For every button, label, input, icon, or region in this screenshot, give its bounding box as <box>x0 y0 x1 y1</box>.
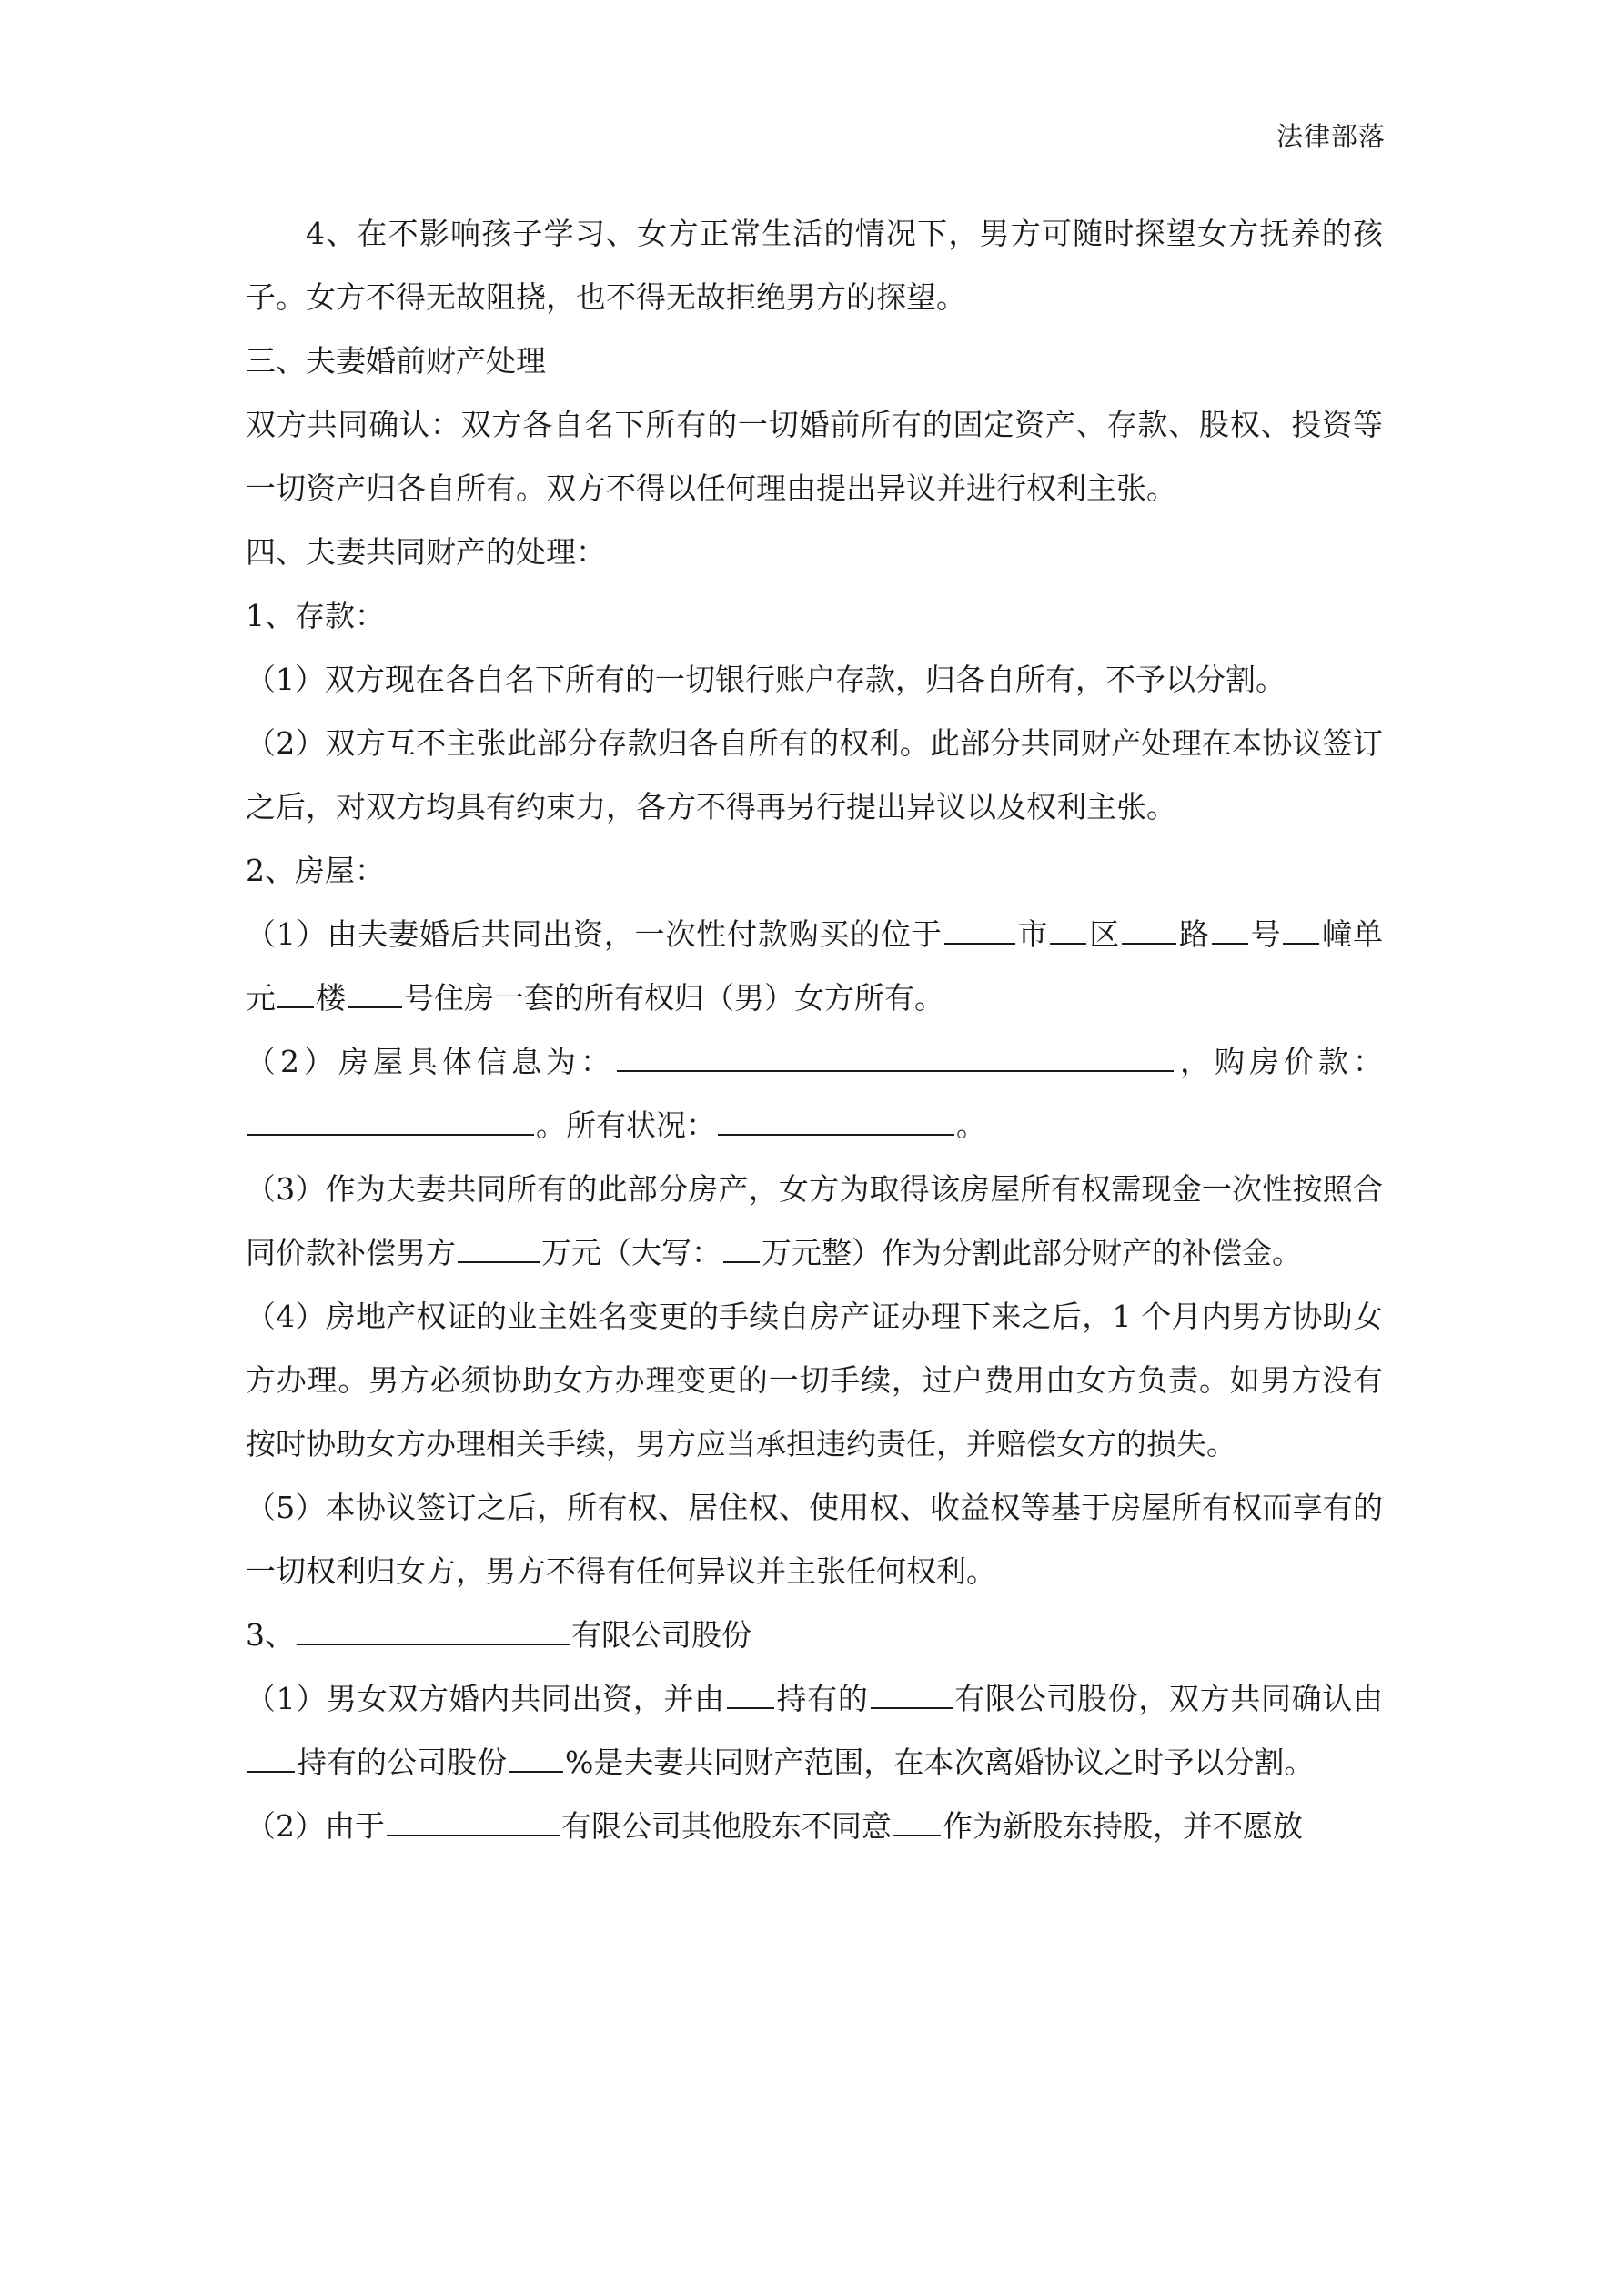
blank-number <box>1212 915 1248 945</box>
shares-title-text-b: 有限公司股份 <box>571 1617 751 1653</box>
house-1-text-e: 号 <box>1249 916 1282 952</box>
deposit-item-1: （1）双方现在各自名下所有的一切银行账户存款，归各自所有，不予以分割。 <box>246 662 1286 697</box>
shares-item-2 <box>246 1795 1383 1858</box>
blank-room <box>348 979 402 1008</box>
house-item-2 <box>246 1030 1383 1158</box>
section-3-title: 三、夫妻婚前财产处理 <box>246 343 546 379</box>
house-1-text-a: （1）由夫妻婚后共同出资，一次性付款购买的位于 <box>246 916 943 952</box>
shares-2-text-c: 作为新股东持股，并不愿放 <box>943 1808 1303 1844</box>
blank-house-info <box>617 1043 1174 1072</box>
house-title: 2、房屋： <box>246 853 385 888</box>
house-3-text-c: 万元整）作为分割此部分财产的补偿金。 <box>762 1235 1302 1270</box>
house-1-text-f: 幢单元 <box>246 916 1384 1016</box>
blank-company-2 <box>387 1807 560 1836</box>
house-item-4: （4）房地产权证的业主姓名变更的手续自房产证办理下来之后，1 个月内男方协助女方办理。男方必须协助女方办理变更的一切手续，过户费用由女方负责。如男方没有按时协助女方办理相关手续，男方应当承担违约责任，并赔偿女方的损失。 <box>246 1299 1383 1462</box>
blank-holder-2 <box>247 1744 295 1773</box>
blank-city <box>944 915 1015 945</box>
blank-new-shareholder <box>893 1807 941 1836</box>
header-brand: 法律部落 <box>1276 121 1386 152</box>
blank-unit <box>277 979 314 1008</box>
blank-road <box>1122 915 1176 945</box>
shares-1-text-a: （1）男女双方婚内共同出资，并由 <box>246 1681 725 1716</box>
blank-company <box>871 1680 953 1709</box>
house-item-3 <box>246 1158 1383 1285</box>
house-1-text-g: 楼 <box>316 980 346 1016</box>
house-2-text-b: ，购房价款： <box>1175 1044 1383 1079</box>
blank-district <box>1050 915 1086 945</box>
blank-compensation-amount <box>458 1234 540 1263</box>
shares-title-text-a: 3、 <box>246 1617 295 1653</box>
blank-share-percent <box>509 1744 563 1773</box>
house-2-text-a: （2）房屋具体信息为： <box>246 1044 615 1079</box>
house-3-text-a: （3）作为夫妻共同所有的此部分房产，女方为取得该房屋所有权需现金一次性按照合同价款补偿男方 <box>246 1171 1383 1270</box>
blank-purchase-price <box>247 1107 534 1136</box>
blank-compensation-uppercase <box>723 1234 760 1263</box>
house-item-5: （5）本协议签订之后，所有权、居住权、使用权、收益权等基于房屋所有权而享有的一切权利归女方，男方不得有任何异议并主张任何权利。 <box>246 1490 1383 1589</box>
shares-1-text-c: 有限公司股份，双方共同确认由 <box>953 1681 1384 1716</box>
house-1-text-d: 路 <box>1178 916 1210 952</box>
blank-company-name <box>297 1616 570 1645</box>
house-1-text-h: 号住房一套的所有权归（男）女方所有。 <box>404 980 944 1016</box>
house-2-text-d: 。 <box>956 1108 986 1143</box>
shares-1-text-d: 持有的公司股份 <box>297 1745 507 1780</box>
house-2-text-c: 。所有状况： <box>536 1108 716 1143</box>
paragraph-visitation: 4、在不影响孩子学习、女方正常生活的情况下，男方可随时探望女方抚养的孩子。女方不得无故阻挠，也不得无故拒绝男方的探望。 <box>246 216 1383 315</box>
shares-2-text-b: 有限公司其他股东不同意 <box>561 1808 892 1844</box>
section-4-title: 四、夫妻共同财产的处理： <box>246 534 606 570</box>
house-3-text-b: 万元（大写： <box>541 1235 721 1270</box>
blank-holder <box>727 1680 774 1709</box>
shares-1-text-b: 持有的 <box>775 1681 869 1716</box>
shares-item-1 <box>246 1667 1383 1795</box>
deposit-item-2: （2）双方互不主张此部分存款归各自所有的权利。此部分共同财产处理在本协议签订之后，对双方均具有约束力，各方不得再另行提出异议以及权利主张。 <box>246 725 1383 824</box>
house-item-1 <box>246 903 1383 1030</box>
shares-title <box>246 1603 1383 1667</box>
blank-building <box>1283 915 1319 945</box>
shares-1-text-e: %是夫妻共同财产范围，在本次离婚协议之时予以分割。 <box>565 1745 1315 1780</box>
shares-2-text-a: （2）由于 <box>246 1808 385 1844</box>
house-1-text-c: 区 <box>1088 916 1121 952</box>
section-3-body: 双方共同确认：双方各自名下所有的一切婚前所有的固定资产、存款、股权、投资等一切资产归各自所有。双方不得以任何理由提出异议并进行权利主张。 <box>246 407 1383 506</box>
blank-ownership-status <box>718 1107 954 1136</box>
deposit-title: 1、存款： <box>246 598 385 633</box>
house-1-text-b: 市 <box>1016 916 1049 952</box>
document-body <box>246 202 1383 1858</box>
